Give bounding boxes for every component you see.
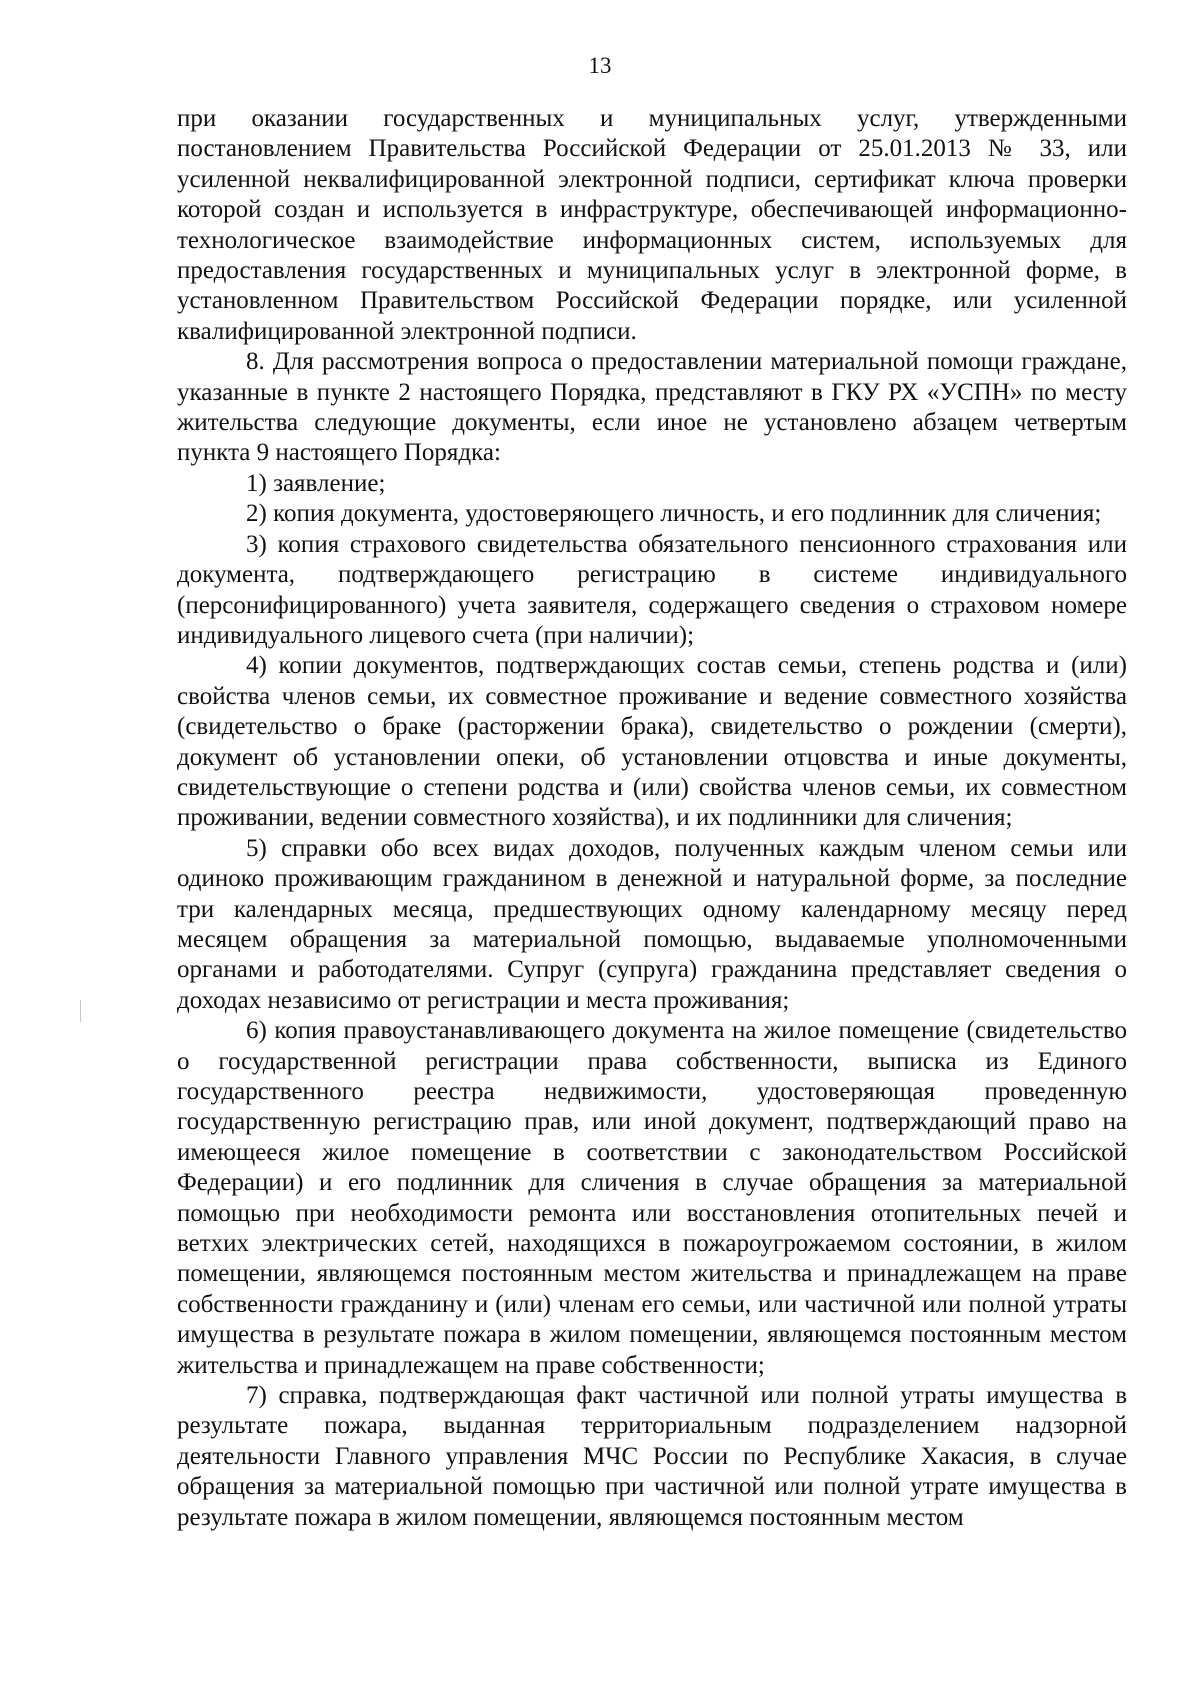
list-item-7: 7) справка, подтверждающая факт частичной или полной утраты имущества в результате пожара, выданная территориальным подразделением надзорной деятельности Главного управления МЧС России по Республике Хакасия, в случае обращения за материальной помощью при частичной или полной утрате имущества в результате пожара в жилом помещении, являющемся постоянным местом	[177, 1382, 1127, 1531]
list-item-2: 2) копия документа, удостоверяющего личность, и его подлинник для сличения;	[246, 500, 1102, 528]
page-number: 13	[588, 53, 612, 78]
paragraph-item-8: 8. Для рассмотрения вопроса о предоставлении материальной помощи граждане, указанные в пункте 2 настоящего Порядка, представляют в ГКУ РХ «УСПН» по месту жительства следующие документы, если иное не установлено абзацем четвертым пункта 9 настоящего Порядка:	[177, 348, 1127, 467]
scan-margin-mark	[80, 1000, 81, 1022]
list-item-5: 5) справки обо всех видах доходов, полученных каждым членом семьи или одиноко проживающим гражданином в денежной и натуральной форме, за последние три календарных месяца, предшествующих одному календарному месяцу перед месяцем обращения за материальной помощью, выдаваемые уполномоченными органами и работодателями. Супруг (супруга) гражданина представляет сведения о доходах независимо от регистрации и места проживания;	[177, 834, 1127, 1014]
list-item-3: 3) копия страхового свидетельства обязательного пенсионного страхования или документа, подтверждающего регистрацию в системе индивидуального (персонифицированного) учета заявителя, содержащего сведения о страховом номере индивидуального лицевого счета (при наличии);	[177, 530, 1127, 649]
paragraph-continuation: при оказании государственных и муниципальных услуг, утвержденными постановлением Правительства Российской Федерации от 25.01.2013 № 33, или усиленной неквалифицированной электронной подписи, сертификат ключа проверки которой создан и используется в инфраструктуре, обеспечивающей информационно-технологическое взаимодействие информационных систем, используемых для предоставления государственных и муниципальных услуг в электронной форме, в установленном Правительством Российской Федерации порядке, или усиленной квалифицированной электронной подписи.	[177, 105, 1127, 345]
list-item-6: 6) копия правоустанавливающего документа на жилое помещение (свидетельство о государственной регистрации права собственности, выписка из Единого государственного реестра недвижимости, удостоверяющая проведенную государственную регистрацию прав, или иной документ, подтверждающий право на имеющееся жилое помещение в соответствии с законодательством Российской Федерации) и его подлинник для сличения в случае обращения за материальной помощью при необходимости ремонта или восстановления отопительных печей и ветхих электрических сетей, находящихся в пожароугрожаемом состоянии, в жилом помещении, являющемся постоянным местом жительства и принадлежащем на праве собственности гражданину и (или) членам его семьи, или частичной или полной утраты имущества в результате пожара в жилом помещении, являющемся постоянным местом жительства и принадлежащем на праве собственности;	[177, 1017, 1127, 1379]
list-item-4: 4) копии документов, подтверждающих состав семьи, степень родства и (или) свойства членов семьи, их совместное проживание и ведение совместного хозяйства (свидетельство о браке (расторжении брака), свидетельство о рождении (смерти), документ об установлении опеки, об установлении отцовства и иные документы, свидетельствующие о степени родства и (или) свойства членов семьи, их совместном проживании, ведении совместного хозяйства), и их подлинники для сличения;	[177, 652, 1127, 832]
document-body	[177, 104, 1127, 1533]
list-item-1: 1) заявление;	[246, 469, 386, 497]
